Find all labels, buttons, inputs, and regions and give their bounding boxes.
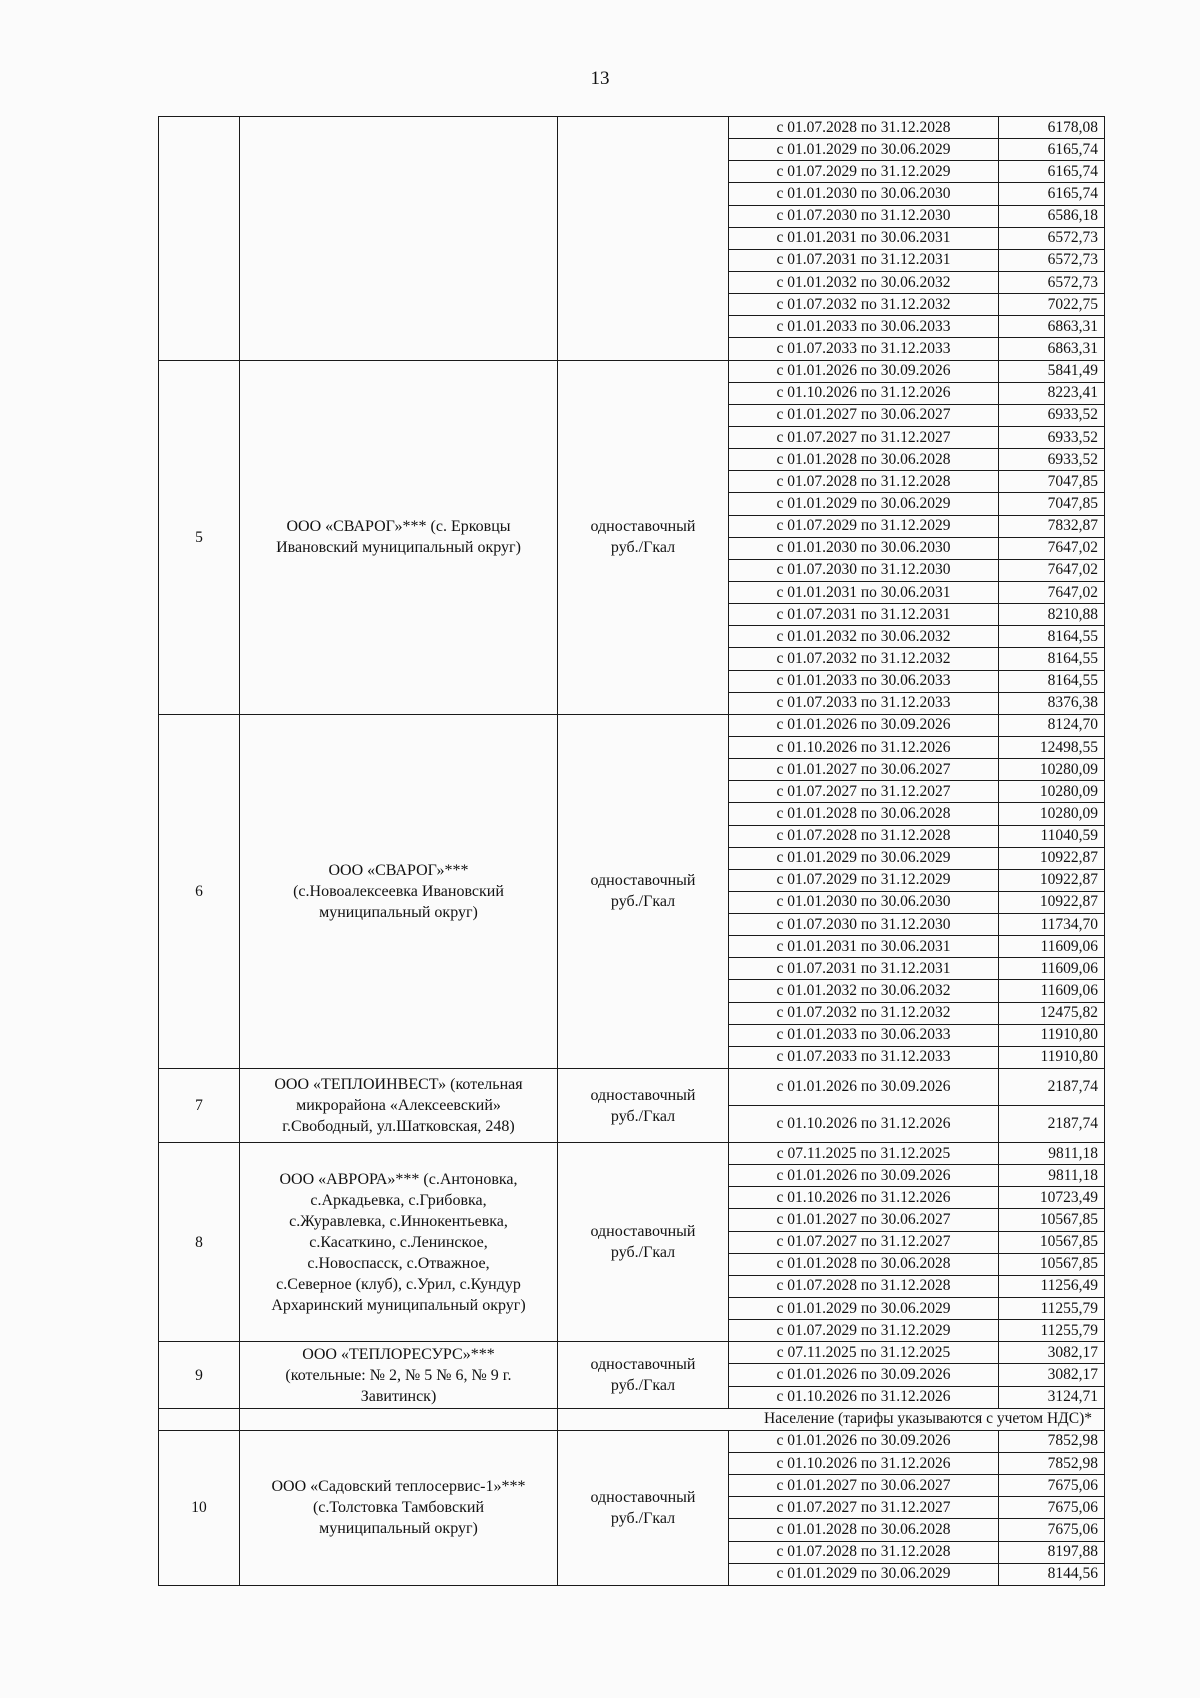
tariff-value-cell: 7047,85 [999, 493, 1105, 515]
period-cell: с 01.01.2033 по 30.06.2033 [729, 670, 999, 692]
organization-cell [240, 117, 558, 361]
period-cell: с 01.07.2027 по 31.12.2027 [729, 781, 999, 803]
period-cell: с 01.07.2027 по 31.12.2027 [729, 1497, 999, 1519]
text-line: муниципальный округ) [319, 903, 478, 921]
tariff-value-cell: 7852,98 [999, 1430, 1105, 1452]
period-cell: с 01.07.2028 по 31.12.2028 [729, 1275, 999, 1297]
period-cell: с 01.01.2028 по 30.06.2028 [729, 803, 999, 825]
text-line: ООО «ТЕПЛОИНВЕСТ» (котельная [274, 1076, 523, 1094]
tariff-value-cell: 11255,79 [999, 1298, 1105, 1320]
tariff-value-cell: 10922,87 [999, 891, 1105, 913]
text-line: одноставочный [590, 1086, 696, 1104]
tariff-value-cell: 8376,38 [999, 692, 1105, 714]
period-cell: с 01.01.2033 по 30.06.2033 [729, 316, 999, 338]
text-line: муниципальный округ) [319, 1520, 478, 1538]
text-line: с.Аркадьевка, с.Грибовка, [310, 1191, 487, 1209]
tariff-value-cell: 9811,18 [999, 1143, 1105, 1165]
period-cell: с 01.01.2030 по 30.06.2030 [729, 537, 999, 559]
period-cell: с 01.01.2032 по 30.06.2032 [729, 626, 999, 648]
tariff-type-cell [558, 1430, 729, 1585]
organization-cell [240, 1342, 558, 1408]
tariff-value-cell: 11256,49 [999, 1275, 1105, 1297]
tariff-value-cell: 8124,70 [999, 714, 1105, 736]
text-line: с.Журавлевка, с.Иннокентьевка, [289, 1212, 508, 1230]
text-line: руб./Гкал [610, 893, 676, 911]
period-cell: с 01.10.2026 по 31.12.2026 [729, 1187, 999, 1209]
period-cell: с 01.01.2032 по 30.06.2032 [729, 980, 999, 1002]
period-cell: с 01.10.2026 по 31.12.2026 [729, 1386, 999, 1408]
tariff-value-cell: 7675,06 [999, 1519, 1105, 1541]
tariff-value-cell: 6863,31 [999, 316, 1105, 338]
text-line: руб./Гкал [610, 1509, 676, 1527]
organization-cell [240, 1069, 558, 1143]
text-line: (с.Новоалексеевка Ивановский [293, 882, 504, 900]
tariff-value-cell: 3082,17 [999, 1364, 1105, 1386]
organization-cell [240, 1430, 558, 1585]
text-line: микрорайона «Алексеевский» [296, 1097, 501, 1115]
tariff-value-cell: 11609,06 [999, 980, 1105, 1002]
tariff-value-cell: 10567,85 [999, 1253, 1105, 1275]
tariff-value-cell: 7647,02 [999, 537, 1105, 559]
text-line: одноставочный [590, 1356, 696, 1374]
tariff-value-cell: 6933,52 [999, 404, 1105, 426]
tariff-value-cell: 10723,49 [999, 1187, 1105, 1209]
tariff-row [159, 360, 1105, 382]
text-line: одноставочный [590, 1488, 696, 1506]
text-line: с.Касаткино, с.Ленинское, [309, 1233, 488, 1251]
empty-cell [240, 1408, 558, 1430]
period-cell: с 01.01.2028 по 30.06.2028 [729, 1253, 999, 1275]
organization-cell [240, 360, 558, 714]
tariff-value-cell: 11609,06 [999, 958, 1105, 980]
period-cell: с 01.10.2026 по 31.12.2026 [729, 736, 999, 758]
text-line: Ивановский муниципальный округ) [276, 539, 521, 557]
tariff-row [159, 117, 1105, 139]
period-cell: с 01.01.2029 по 30.06.2029 [729, 1563, 999, 1585]
period-cell: с 01.10.2026 по 31.12.2026 [729, 382, 999, 404]
tariff-value-cell: 10922,87 [999, 869, 1105, 891]
period-cell: с 01.01.2031 по 30.06.2031 [729, 227, 999, 249]
tariff-value-cell: 6572,73 [999, 249, 1105, 271]
period-cell: с 01.07.2028 по 31.12.2028 [729, 117, 999, 139]
period-cell: с 07.11.2025 по 31.12.2025 [729, 1143, 999, 1165]
entry-number-cell: 8 [159, 1143, 240, 1342]
tariff-type-cell [558, 360, 729, 714]
tariff-row [159, 1430, 1105, 1452]
period-cell: с 01.07.2031 по 31.12.2031 [729, 958, 999, 980]
tariff-value-cell: 3082,17 [999, 1342, 1105, 1364]
period-cell: с 01.07.2031 по 31.12.2031 [729, 604, 999, 626]
tariff-value-cell: 10567,85 [999, 1231, 1105, 1253]
text-line: одноставочный [590, 1223, 696, 1241]
entry-number-cell [159, 117, 240, 361]
organization-cell [240, 1143, 558, 1342]
entry-number-cell: 7 [159, 1069, 240, 1143]
text-line: Завитинск) [360, 1387, 437, 1405]
tariff-value-cell: 6178,08 [999, 117, 1105, 139]
tariff-type-cell [558, 117, 729, 361]
text-line: ООО «АВРОРА»*** (с.Антоновка, [279, 1170, 518, 1188]
tariff-row [159, 1342, 1105, 1364]
period-cell: с 01.01.2030 по 30.06.2030 [729, 183, 999, 205]
period-cell: с 01.01.2026 по 30.09.2026 [729, 714, 999, 736]
period-cell: с 01.01.2026 по 30.09.2026 [729, 1069, 999, 1106]
period-cell: с 01.07.2027 по 31.12.2027 [729, 1231, 999, 1253]
period-cell: с 01.07.2030 по 31.12.2030 [729, 205, 999, 227]
empty-cell [159, 1408, 240, 1430]
period-cell: с 01.01.2028 по 30.06.2028 [729, 1519, 999, 1541]
text-line: руб./Гкал [610, 1107, 676, 1125]
period-cell: с 01.07.2029 по 31.12.2029 [729, 161, 999, 183]
tariff-value-cell: 10567,85 [999, 1209, 1105, 1231]
tariff-value-cell: 6586,18 [999, 205, 1105, 227]
period-cell: с 01.07.2028 по 31.12.2028 [729, 471, 999, 493]
period-cell: с 01.07.2030 по 31.12.2030 [729, 914, 999, 936]
text-line: г.Свободный, ул.Шатковская, 248) [282, 1118, 515, 1136]
tariff-type-cell [558, 1342, 729, 1408]
tariff-value-cell: 12498,55 [999, 736, 1105, 758]
tariff-value-cell: 8197,88 [999, 1541, 1105, 1563]
period-cell: с 01.01.2026 по 30.09.2026 [729, 1430, 999, 1452]
tariff-value-cell: 6863,31 [999, 338, 1105, 360]
tariff-value-cell: 11910,80 [999, 1024, 1105, 1046]
period-cell: с 01.07.2032 по 31.12.2032 [729, 1002, 999, 1024]
entry-number-cell: 10 [159, 1430, 240, 1585]
period-cell: с 01.07.2030 по 31.12.2030 [729, 559, 999, 581]
tariff-value-cell: 6165,74 [999, 183, 1105, 205]
period-cell: с 01.01.2033 по 30.06.2033 [729, 1024, 999, 1046]
tariff-type-cell [558, 714, 729, 1068]
tariff-table-body [159, 117, 1105, 1586]
text-line: руб./Гкал [610, 1377, 676, 1395]
section-title: Население (тарифы указываются с учетом НДС)* [558, 1408, 1105, 1430]
tariff-value-cell: 8210,88 [999, 604, 1105, 626]
period-cell: с 01.07.2029 по 31.12.2029 [729, 515, 999, 537]
tariff-value-cell: 7852,98 [999, 1453, 1105, 1475]
tariff-row [159, 714, 1105, 736]
tariff-row [159, 1069, 1105, 1106]
tariff-value-cell: 10280,09 [999, 759, 1105, 781]
period-cell: с 01.01.2026 по 30.09.2026 [729, 360, 999, 382]
period-cell: с 01.01.2026 по 30.09.2026 [729, 1165, 999, 1187]
period-cell: с 01.01.2031 по 30.06.2031 [729, 936, 999, 958]
period-cell: с 01.07.2033 по 31.12.2033 [729, 338, 999, 360]
period-cell: с 01.01.2027 по 30.06.2027 [729, 759, 999, 781]
period-cell: с 01.07.2031 по 31.12.2031 [729, 249, 999, 271]
period-cell: с 01.07.2032 по 31.12.2032 [729, 648, 999, 670]
tariff-value-cell: 11255,79 [999, 1320, 1105, 1342]
text-line: ООО «ТЕПЛОРЕСУРС»*** [302, 1345, 495, 1363]
tariff-type-cell [558, 1069, 729, 1143]
text-line: ООО «Садовский теплосервис-1»*** [271, 1478, 526, 1496]
tariff-value-cell: 6572,73 [999, 227, 1105, 249]
tariff-value-cell: 11609,06 [999, 936, 1105, 958]
tariff-value-cell: 8164,55 [999, 670, 1105, 692]
tariff-value-cell: 11734,70 [999, 914, 1105, 936]
text-line: с.Новоспасск, с.Отважное, [307, 1254, 490, 1272]
period-cell: с 01.07.2028 по 31.12.2028 [729, 1541, 999, 1563]
tariff-value-cell: 7832,87 [999, 515, 1105, 537]
text-line: ООО «СВАРОГ»*** [328, 861, 469, 879]
period-cell: с 01.01.2029 по 30.06.2029 [729, 1298, 999, 1320]
text-line: (с.Толстовка Тамбовский [312, 1499, 485, 1517]
text-line: руб./Гкал [610, 1244, 676, 1262]
tariff-value-cell: 5841,49 [999, 360, 1105, 382]
tariff-value-cell: 8144,56 [999, 1563, 1105, 1585]
tariff-value-cell: 10280,09 [999, 781, 1105, 803]
tariff-value-cell: 8223,41 [999, 382, 1105, 404]
period-cell: с 01.07.2033 по 31.12.2033 [729, 1046, 999, 1068]
period-cell: с 01.07.2028 по 31.12.2028 [729, 825, 999, 847]
tariff-value-cell: 12475,82 [999, 1002, 1105, 1024]
text-line: одноставочный [590, 872, 696, 890]
period-cell: с 01.07.2032 по 31.12.2032 [729, 294, 999, 316]
text-line: (котельные: № 2, № 5 № 6, № 9 г. [285, 1366, 512, 1384]
entry-number-cell: 5 [159, 360, 240, 714]
tariff-row [159, 1143, 1105, 1165]
tariff-value-cell: 10922,87 [999, 847, 1105, 869]
period-cell: с 01.01.2027 по 30.06.2027 [729, 1475, 999, 1497]
tariff-value-cell: 7647,02 [999, 559, 1105, 581]
tariff-value-cell: 7675,06 [999, 1497, 1105, 1519]
text-line: Архаринский муниципальный округ) [271, 1296, 526, 1314]
period-cell: с 01.01.2029 по 30.06.2029 [729, 493, 999, 515]
page-number: 13 [590, 68, 610, 89]
tariff-value-cell: 3124,71 [999, 1386, 1105, 1408]
period-cell: с 01.01.2029 по 30.06.2029 [729, 139, 999, 161]
entry-number-cell: 6 [159, 714, 240, 1068]
tariff-value-cell: 6933,52 [999, 449, 1105, 471]
period-cell: с 01.07.2033 по 31.12.2033 [729, 692, 999, 714]
tariff-table [158, 116, 1105, 1586]
text-line: ООО «СВАРОГ»*** (с. Ерковцы [286, 518, 511, 536]
period-cell: с 01.01.2026 по 30.09.2026 [729, 1364, 999, 1386]
period-cell: с 01.10.2026 по 31.12.2026 [729, 1453, 999, 1475]
tariff-value-cell: 7647,02 [999, 581, 1105, 603]
period-cell: с 01.07.2027 по 31.12.2027 [729, 426, 999, 448]
tariff-value-cell: 8164,55 [999, 626, 1105, 648]
organization-cell [240, 714, 558, 1068]
tariff-type-cell [558, 1143, 729, 1342]
period-cell: с 01.07.2029 по 31.12.2029 [729, 869, 999, 891]
tariff-value-cell: 6933,52 [999, 426, 1105, 448]
period-cell: с 01.01.2027 по 30.06.2027 [729, 1209, 999, 1231]
period-cell: с 01.01.2027 по 30.06.2027 [729, 404, 999, 426]
period-cell: с 01.01.2030 по 30.06.2030 [729, 891, 999, 913]
tariff-value-cell: 11910,80 [999, 1046, 1105, 1068]
period-cell: с 01.01.2029 по 30.06.2029 [729, 847, 999, 869]
tariff-value-cell: 11040,59 [999, 825, 1105, 847]
tariff-value-cell: 2187,74 [999, 1069, 1105, 1106]
section-header-row [159, 1408, 1105, 1430]
entry-number-cell: 9 [159, 1342, 240, 1408]
tariff-value-cell: 7675,06 [999, 1475, 1105, 1497]
tariff-value-cell: 9811,18 [999, 1165, 1105, 1187]
text-line: с.Северное (клуб), с.Урил, с.Кундур [276, 1275, 521, 1293]
tariff-value-cell: 2187,74 [999, 1106, 1105, 1143]
tariff-value-cell: 6165,74 [999, 139, 1105, 161]
tariff-value-cell: 8164,55 [999, 648, 1105, 670]
tariff-value-cell: 7047,85 [999, 471, 1105, 493]
period-cell: с 01.01.2032 по 30.06.2032 [729, 271, 999, 293]
text-line: одноставочный [590, 518, 696, 536]
period-cell: с 01.01.2031 по 30.06.2031 [729, 581, 999, 603]
period-cell: с 01.07.2029 по 31.12.2029 [729, 1320, 999, 1342]
period-cell: с 01.10.2026 по 31.12.2026 [729, 1106, 999, 1143]
period-cell: с 01.01.2028 по 30.06.2028 [729, 449, 999, 471]
text-line: руб./Гкал [610, 539, 676, 557]
tariff-value-cell: 10280,09 [999, 803, 1105, 825]
period-cell: с 07.11.2025 по 31.12.2025 [729, 1342, 999, 1364]
tariff-value-cell: 6572,73 [999, 271, 1105, 293]
tariff-value-cell: 6165,74 [999, 161, 1105, 183]
tariff-value-cell: 7022,75 [999, 294, 1105, 316]
